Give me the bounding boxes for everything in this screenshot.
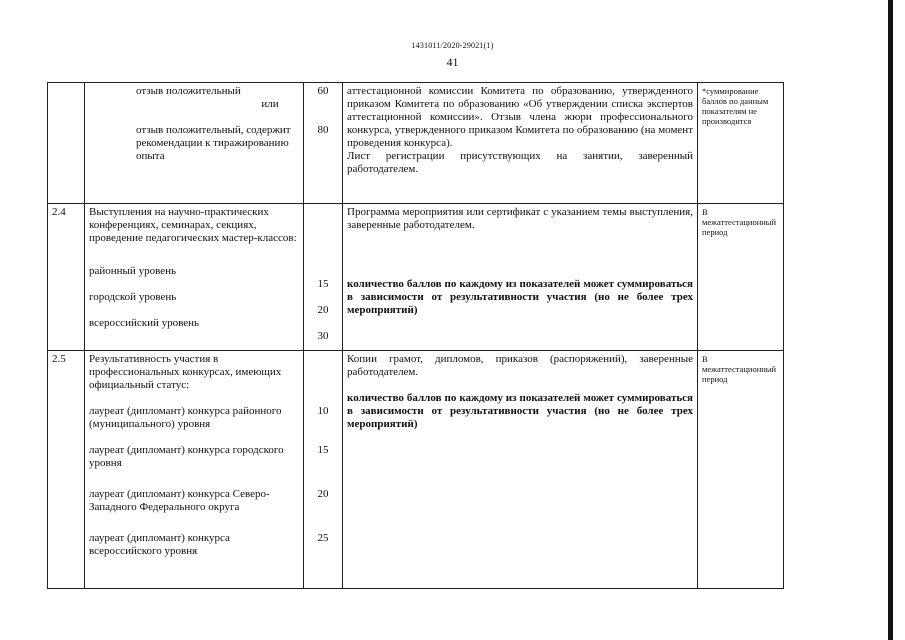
note-cell: В межаттестационный период xyxy=(698,351,784,589)
evidence-cell xyxy=(343,83,698,204)
criteria-cell xyxy=(85,204,304,351)
criteria-text: отзыв положительный, содержит рекомендации к тиражированию опыта xyxy=(136,124,291,162)
row-number: 2.4 xyxy=(48,204,85,351)
row-number xyxy=(48,83,85,204)
note-cell: В межаттестационный период xyxy=(698,204,784,351)
score-cell xyxy=(304,83,343,204)
bold-note: количество баллов по каждому из показателей может суммироваться в зависимости от результативности участия (но не более трех мероприятий) xyxy=(347,278,693,316)
criteria-cell xyxy=(85,351,304,589)
evidence-cell xyxy=(343,351,698,589)
note-cell: *суммирование баллов по данным показателям не производится xyxy=(698,83,784,204)
page-number: 41 xyxy=(446,55,459,69)
criteria-or: или xyxy=(261,98,279,110)
criteria-text: отзыв положительный xyxy=(136,85,241,97)
evidence-text: Копии грамот, дипломов, приказов (распоряжений), заверенные работодателем. xyxy=(347,353,693,378)
criteria-title: Выступления на научно-практических конференциях, семинарах, секциях, проведение педагогических мастер-классов: xyxy=(89,206,297,244)
level-label: лауреат (дипломант) конкурса Северо-Западного Федерального округа xyxy=(89,488,270,513)
score-value: 10 xyxy=(317,405,329,417)
level-label: всероссийский уровень xyxy=(89,317,200,329)
document-code: 1431011/2020-29021(1) xyxy=(411,41,494,50)
level-label: городской уровень xyxy=(89,291,177,303)
score-value: 80 xyxy=(317,124,329,136)
evidence-text: Программа мероприятия или сертификат с указанием темы выступления, заверенные работодателем. xyxy=(347,206,693,231)
score-value: 60 xyxy=(317,85,329,97)
score-cell xyxy=(304,204,343,351)
score-value: 20 xyxy=(317,488,329,500)
table-row xyxy=(48,83,784,204)
criteria-table xyxy=(47,82,784,589)
score-value: 20 xyxy=(317,304,329,316)
score-value: 25 xyxy=(317,532,329,544)
level-label: лауреат (дипломант) конкурса районного (муниципального) уровня xyxy=(89,405,282,430)
level-label: районный уровень xyxy=(89,265,176,277)
score-value: 30 xyxy=(317,330,329,342)
table-row xyxy=(48,351,784,589)
criteria-cell xyxy=(85,83,304,204)
level-label: лауреат (дипломант) конкурса городского уровня xyxy=(89,444,284,469)
evidence-text: аттестационной комиссии Комитета по образованию, утвержденного приказом Комитета по образованию «Об утверждении списка экспертов аттестационной комиссии». Отзыв члена жюри профессионального конкурса, утвержденного приказом Комитета по образованию (на момент проведения конкурса). xyxy=(347,85,693,149)
table-row xyxy=(48,204,784,351)
page-edge-bar xyxy=(888,0,893,640)
row-number: 2.5 xyxy=(48,351,85,589)
criteria-title: Результативность участия в профессиональных конкурсах, имеющих официальный статус: xyxy=(89,353,282,391)
score-value: 15 xyxy=(317,278,329,290)
evidence-text: Лист регистрации присутствующих на занятии, заверенный работодателем. xyxy=(347,150,693,175)
score-value: 15 xyxy=(317,444,329,456)
evidence-cell xyxy=(343,204,698,351)
level-label: лауреат (дипломант) конкурса всероссийского уровня xyxy=(89,532,230,557)
bold-note: количество баллов по каждому из показателей может суммироваться в зависимости от результативности участия (но не более трех мероприятий) xyxy=(347,392,693,430)
score-cell xyxy=(304,351,343,589)
